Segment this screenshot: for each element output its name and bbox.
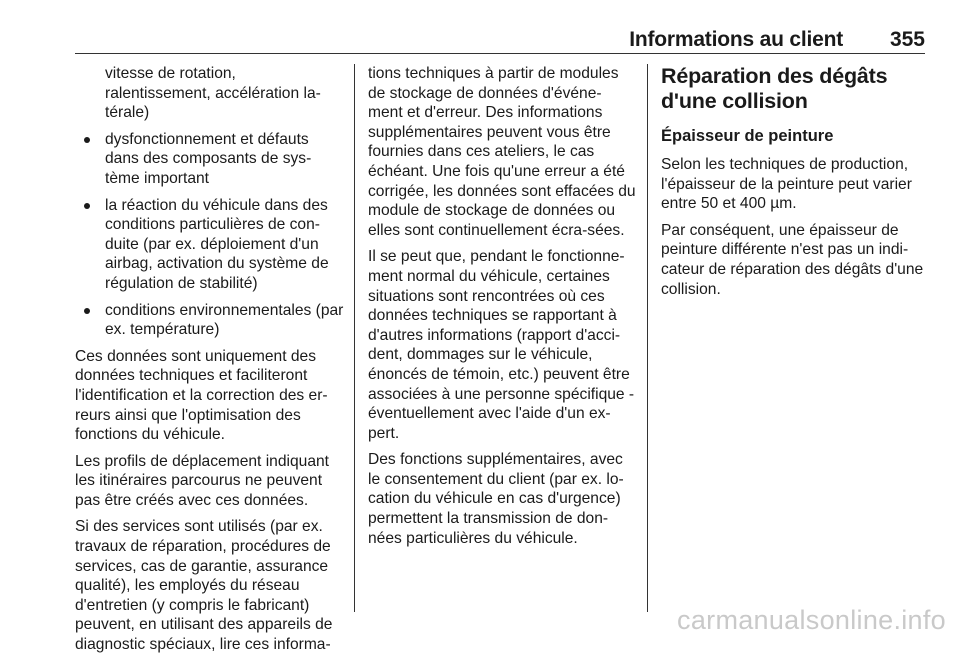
- paragraph: Par conséquent, une épaisseur de peinture différente n'est pas un indi-cateur de réparation des dégâts d'une collision.: [661, 221, 924, 298]
- paragraph: Il se peut que, pendant le fonctionne-ment normal du véhicule, certaines situations sont rencontrées où ces données techniques se rapportant à d'autres informations (rapport d'acci-dent, dommages sur le véhicule, énoncés de témoin, etc.) peuvent être associées à une personne spécifique - éventuellement avec l'aide d'un ex-pert.: [368, 248, 635, 442]
- paragraph: Des fonctions supplémentaires, avec le consentement du client (par ex. lo-cation du véhicule en cas d'urgence) permettent la transmission de don-nées particulières du véhicule.: [368, 451, 624, 547]
- header-divider: [75, 53, 925, 54]
- header-title: Informations au client: [629, 28, 843, 51]
- bullet-continuation: vitesse de rotation, ralentissement, accélération la-térale): [105, 65, 321, 122]
- section-title: Réparation des dégâts d'une collision: [661, 64, 888, 113]
- paragraph: tions techniques à partir de modules de stockage de données d'événe-ment et d'erreur. Des informations supplémentaires peuvent vous être fournies dans ces ateliers, le cas échéant. Une fois qu'une erreur a été corrigée, les données sont effacées du module de stockage de données ou elles sont continuellement écra-sées.: [368, 65, 636, 239]
- list-item: [75, 301, 345, 340]
- list-item-text: dysfonctionnement et défauts dans des composants de sys-tème important: [105, 130, 312, 187]
- column-3: [661, 64, 929, 306]
- paragraph: Selon les techniques de production, l'épaisseur de la peinture peut varier entre 50 et 400 µm.: [661, 156, 912, 213]
- column-1: [75, 64, 345, 662]
- list-item-text: la réaction du véhicule dans des conditions particulières de con-duite (par ex. déploiement d'un airbag, activation du système de régulation de stabilité): [105, 196, 329, 292]
- page-number: 355: [889, 28, 925, 51]
- paragraph: Les profils de déplacement indiquant les itinéraires parcourus ne peuvent pas être créés avec ces données.: [75, 452, 329, 509]
- column-2: [368, 64, 636, 555]
- subsection-title: Épaisseur de peinture: [661, 127, 834, 145]
- watermark: carmanualsonline.info: [677, 605, 946, 635]
- paragraph: Ces données sont uniquement des données techniques et faciliteront l'identification et la correction des er-reurs ainsi que l'optimisation des fonctions du véhicule.: [75, 347, 328, 444]
- list-item-text: conditions environnementales (par ex. température): [105, 301, 344, 339]
- page-header: [75, 28, 925, 56]
- bullet-icon: [84, 203, 90, 209]
- bullet-icon: [84, 137, 90, 143]
- paragraph: Si des services sont utilisés (par ex. travaux de réparation, procédures de services, cas de garantie, assurance qualité), les employés du réseau d'entretien (y compris le fabricant) peuvent, en utilisant des appareils de diagnostic spéciaux, lire ces informa-: [75, 518, 333, 654]
- bullet-list: [75, 130, 345, 340]
- list-item: [75, 196, 345, 294]
- column-divider-1: [354, 64, 355, 612]
- bullet-icon: [84, 308, 90, 314]
- column-divider-2: [647, 64, 648, 612]
- list-item: [75, 130, 345, 189]
